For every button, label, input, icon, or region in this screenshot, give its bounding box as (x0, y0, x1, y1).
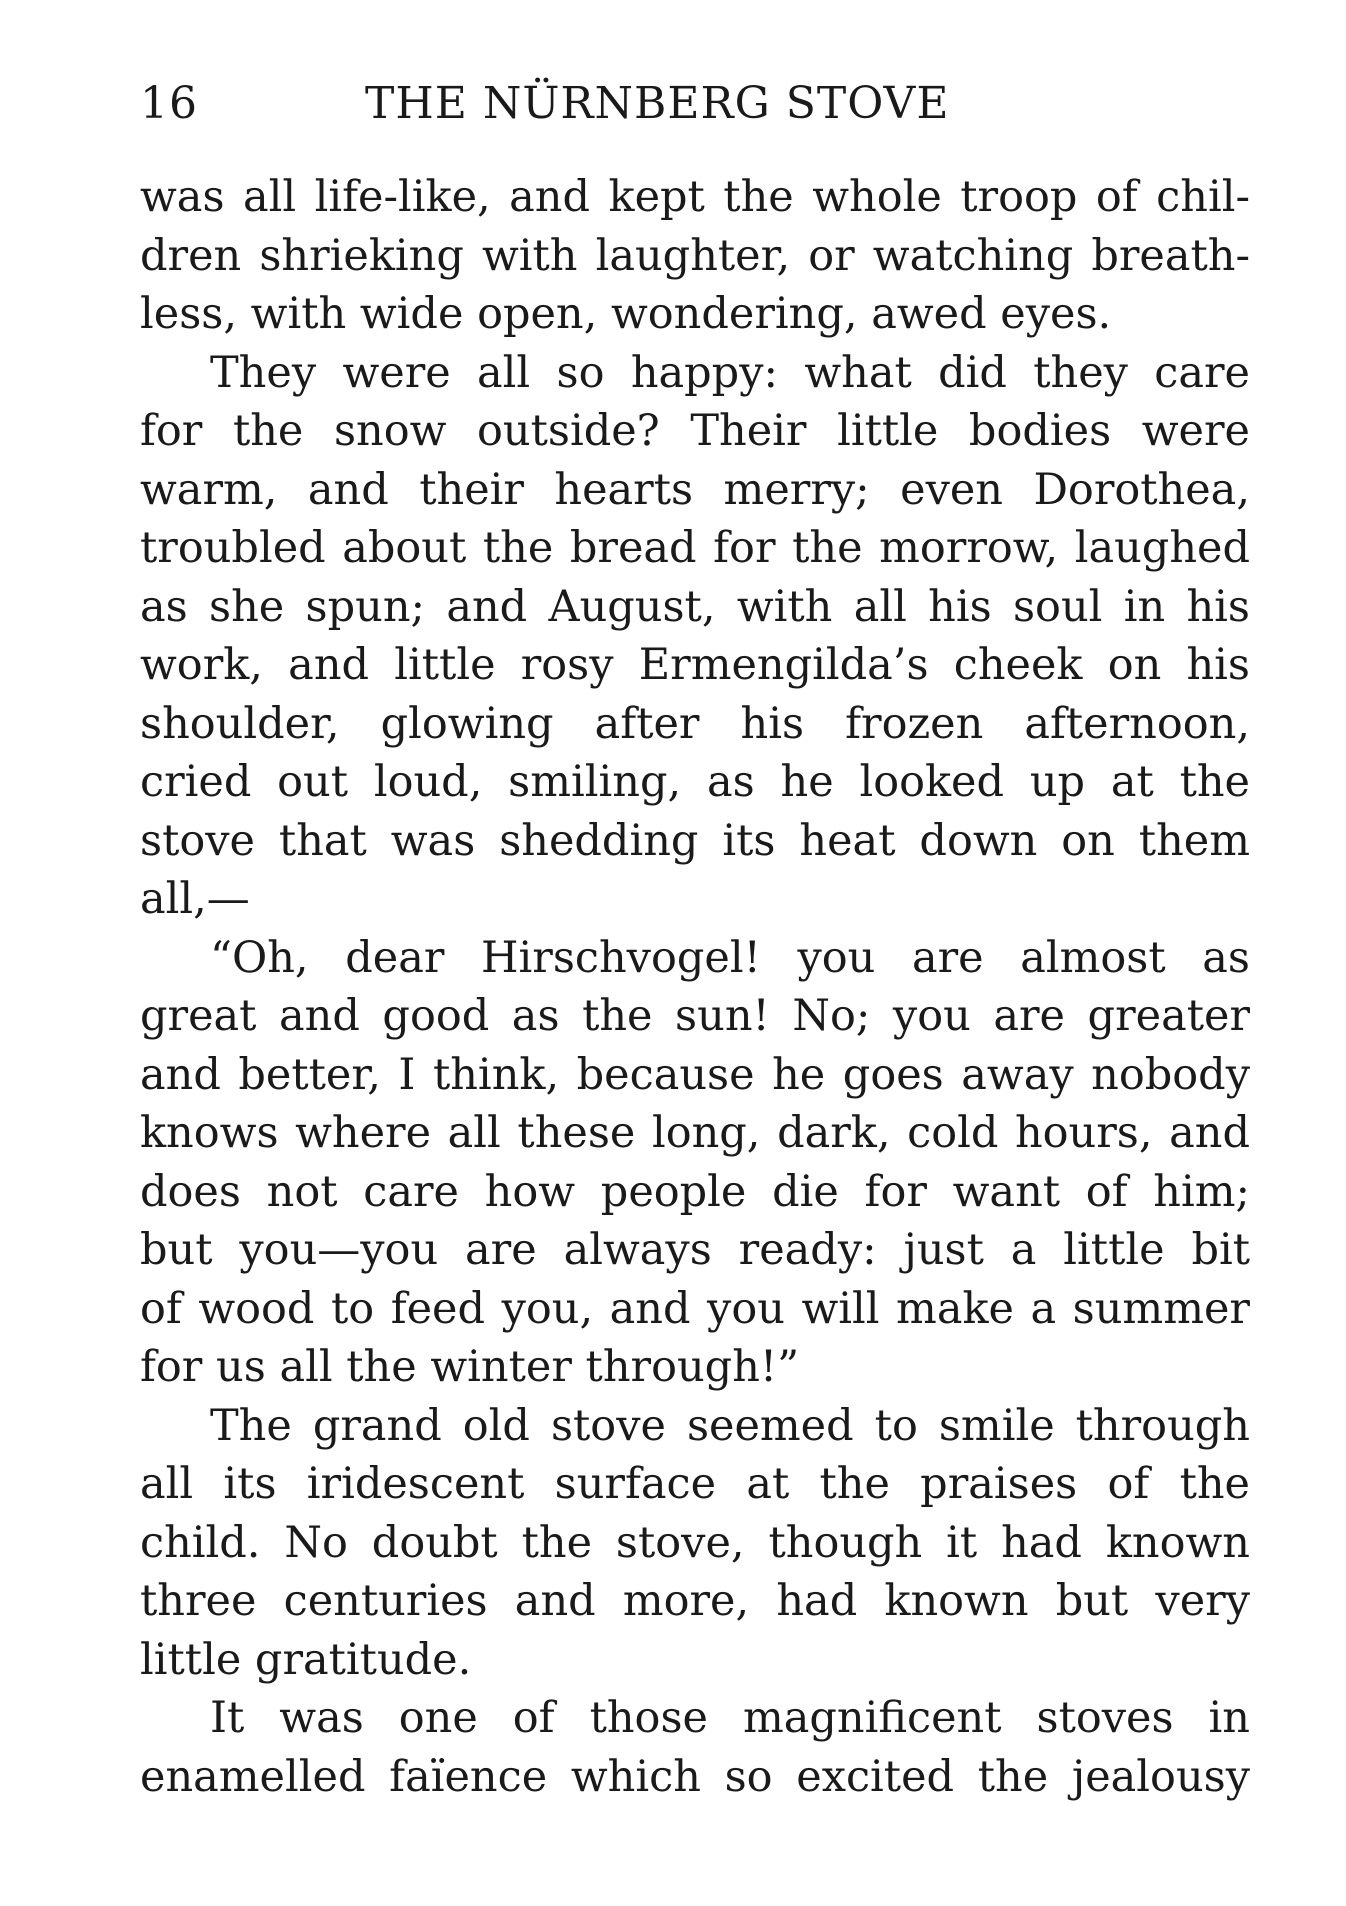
text-line: for us all the winter through!” (140, 1342, 800, 1392)
text-line: cried out loud, smiling, as he looked up at the (140, 757, 1250, 807)
text-line: shoulder, glowing after his frozen afternoon, (140, 698, 1250, 749)
text-line: work, and little rosy Ermengilda’s cheek on his (140, 640, 1250, 690)
text-line: of wood to feed you, and you will make a summer (140, 1283, 1250, 1334)
text-line: “Oh, dear Hirschvogel! you are almost as (210, 932, 1250, 983)
text-line: enamelled faïence which so excited the jealousy (140, 1751, 1250, 1802)
text-line: less, with wide open, wondering, awed eyes. (140, 289, 1112, 339)
page-number: 16 (140, 78, 198, 129)
text-line: dren shrieking with laughter, or watching breath- (140, 230, 1250, 281)
text-line: was all life-like, and kept the whole troop of chil- (140, 172, 1250, 222)
text-line: child. No doubt the stove, though it had known (140, 1517, 1250, 1568)
running-head (140, 78, 1240, 138)
text-line: but you—you are always ready: just a little bit (140, 1225, 1250, 1275)
text-line: for the snow outside? Their little bodies were (140, 406, 1250, 456)
text-line: little gratitude. (140, 1634, 472, 1685)
text-line: does not care how people die for want of him; (140, 1166, 1250, 1217)
text-line: stove that was shedding its heat down on them (140, 815, 1250, 866)
text-line: three centuries and more, had known but very (140, 1576, 1250, 1626)
text-line: The grand old stove seemed to smile through (210, 1400, 1250, 1451)
text-line: all,— (140, 874, 250, 924)
text-line: troubled about the bread for the morrow, laughed (140, 523, 1250, 573)
text-line: all its iridescent surface at the praises of the (140, 1459, 1250, 1509)
text-line: as she spun; and August, with all his soul in his (140, 581, 1250, 632)
text-line: knows where all these long, dark, cold hours, and (140, 1108, 1250, 1158)
text-line: It was one of those magnificent stoves in (210, 1693, 1250, 1743)
text-line: and better, I think, because he goes away nobody (140, 1049, 1250, 1100)
text-line: warm, and their hearts merry; even Dorothea, (140, 464, 1250, 515)
book-title: THE NÜRNBERG STOVE (365, 78, 950, 129)
body-text (140, 168, 1250, 1806)
text-line: They were all so happy: what did they care (210, 347, 1250, 398)
text-line: great and good as the sun! No; you are greater (140, 991, 1250, 1041)
